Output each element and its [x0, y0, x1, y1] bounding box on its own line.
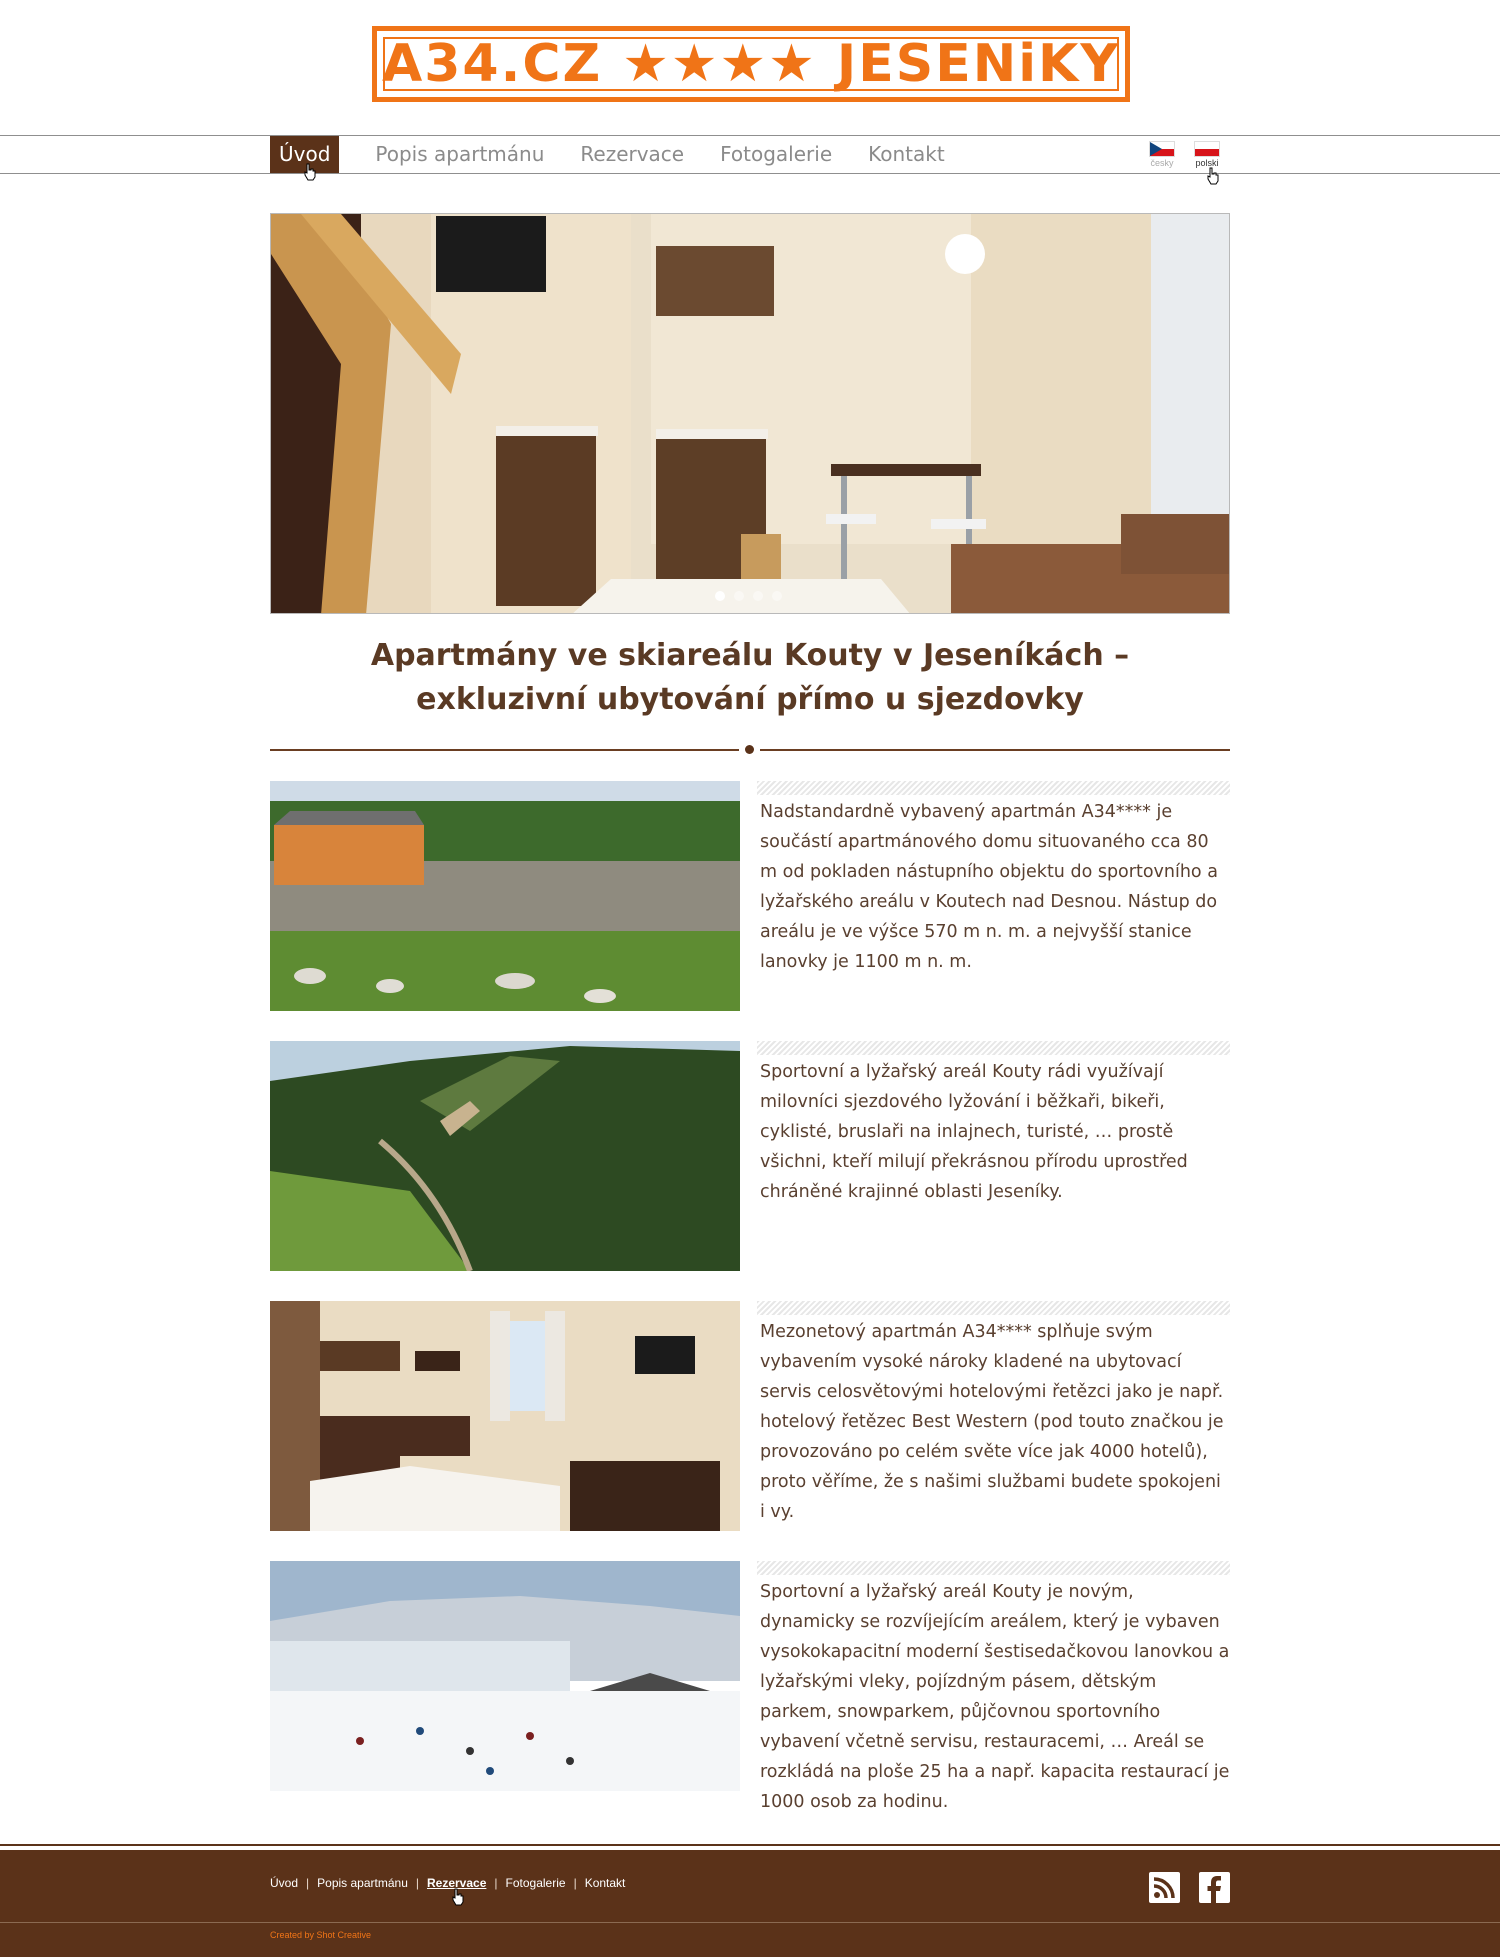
- content-row: [270, 1301, 1230, 1531]
- footer-separator: |: [494, 1876, 498, 1890]
- headline-bold-1: Apartmány: [370, 638, 558, 673]
- slider-dot-4[interactable]: [772, 591, 782, 601]
- content-row: [270, 1041, 1230, 1271]
- nav-item-fotogalerie[interactable]: Fotogalerie: [720, 142, 833, 166]
- bedroom-photo[interactable]: [270, 1301, 740, 1531]
- row-hatch-bar: [757, 1301, 1230, 1315]
- lang-label-polish: polski: [1195, 158, 1219, 168]
- nav-bottom-rule: [0, 173, 1500, 174]
- nav-item-kontakt[interactable]: Kontakt: [868, 142, 945, 166]
- row-hatch-bar: [757, 781, 1230, 795]
- lang-czech[interactable]: [1148, 141, 1176, 168]
- ski-slope-photo[interactable]: [270, 1561, 740, 1791]
- headline-bold-2: přímo u sjezdovky: [776, 682, 1084, 717]
- section-text: Sportovní a lyžařský areál Kouty rádi využívají milovníci sjezdového lyžování i běžkaři, bikeři, cyklisté, bruslaři na inlajnech, turisté, … prostě všichni, kteří milují překrásnou přírodu uprostřed chráněné krajinné oblasti Jeseníky.: [760, 1062, 1188, 1202]
- lang-polish[interactable]: [1193, 141, 1221, 168]
- content-row: [270, 1561, 1230, 1812]
- facebook-icon[interactable]: [1199, 1872, 1230, 1903]
- divider-dot: [745, 745, 754, 754]
- interior-kitchen-photo: [271, 214, 1230, 614]
- lang-label-czech: česky: [1150, 158, 1174, 168]
- section-text: Nadstandardně vybavený apartmán A34**** je součástí apartmánového domu situovaného cca 80 m od pokladen nástupního objektu do sportovního a lyžařského areálu v Koutech nad Desnou. Nástup do areálu je ve výšce 570 m n. m. a nejvyšší stanice lanovky je 1100 m n. m.: [760, 802, 1218, 972]
- slider-dot-3[interactable]: [753, 591, 763, 601]
- site-footer: [0, 1850, 1500, 1957]
- nav-item-uvod[interactable]: Úvod: [270, 136, 339, 173]
- main-nav: [270, 136, 981, 173]
- hand-cursor-icon: [451, 1888, 465, 1906]
- footer-link-fotogalerie[interactable]: Fotogalerie: [505, 1876, 566, 1890]
- site-logo[interactable]: [372, 26, 1130, 102]
- content-row: [270, 781, 1230, 1011]
- nav-item-popis-apartmanu[interactable]: Popis apartmánu: [375, 142, 545, 166]
- page-headline: [270, 634, 1230, 722]
- footer-link-kontakt[interactable]: Kontakt: [584, 1876, 626, 1890]
- hero-slider[interactable]: [270, 213, 1230, 614]
- section-text: Sportovní a lyžařský areál Kouty je novým, dynamicky se rozvíjejícím areálem, který je vybaven vysokokapacitní moderní šestisedačkovou lanovkou a lyžařskými vleky, pojízdným pásem, dětským parkem, snowparkem, půjčovnou sportovního vybavení včetně servisu, restauracemi, … Areál se rozkládá na ploše 25 ha a např. kapacita restaurací je 1000 osob za hodinu.: [760, 1582, 1230, 1812]
- headline-text-2: exkluzivní ubytování: [416, 682, 777, 717]
- valley-photo[interactable]: [270, 1041, 740, 1271]
- slider-dot-1[interactable]: [715, 591, 725, 601]
- footer-link-popis-apartmanu[interactable]: Popis apartmánu: [317, 1876, 408, 1890]
- logo-text: A34.CZ ★★★★ JESENiKY: [381, 34, 1121, 94]
- apartment-house-photo[interactable]: [270, 781, 740, 1011]
- section-text: Mezonetový apartmán A34**** splňuje svým vybavením vysoké nároky kladené na ubytovací servis celosvětovými hotelovými řetězci jako je např. hotelový řetězec Best Western (pod touto značkou je provozováno po celém světe více jak 4000 hotelů), proto věříme, že s našimi službami budete spokojeni i vy.: [760, 1322, 1224, 1522]
- footer-top-rule: [0, 1844, 1500, 1846]
- row-hatch-bar: [757, 1561, 1230, 1575]
- czech-flag-icon: [1149, 141, 1175, 157]
- nav-item-rezervace[interactable]: Rezervace: [580, 142, 685, 166]
- hand-cursor-icon: [303, 163, 317, 181]
- footer-separator: |: [573, 1876, 577, 1890]
- footer-separator: |: [415, 1876, 419, 1890]
- credit-link[interactable]: Created by Shot Creative: [270, 1930, 372, 1940]
- section-divider: [270, 749, 1230, 751]
- footer-link-rezervace[interactable]: Rezervace: [427, 1876, 487, 1890]
- hand-cursor-icon: [1206, 167, 1220, 185]
- footer-nav: [270, 1876, 625, 1890]
- footer-link-uvod[interactable]: Úvod: [270, 1876, 299, 1890]
- row-hatch-bar: [757, 1041, 1230, 1055]
- slider-dot-2[interactable]: [734, 591, 744, 601]
- rss-icon[interactable]: [1149, 1872, 1180, 1903]
- footer-divider: [0, 1922, 1500, 1923]
- slider-dots: [715, 591, 782, 601]
- polish-flag-icon: [1194, 141, 1220, 157]
- footer-separator: |: [306, 1876, 310, 1890]
- headline-text-1: ve skiareálu Kouty v Jeseníkách –: [557, 638, 1130, 673]
